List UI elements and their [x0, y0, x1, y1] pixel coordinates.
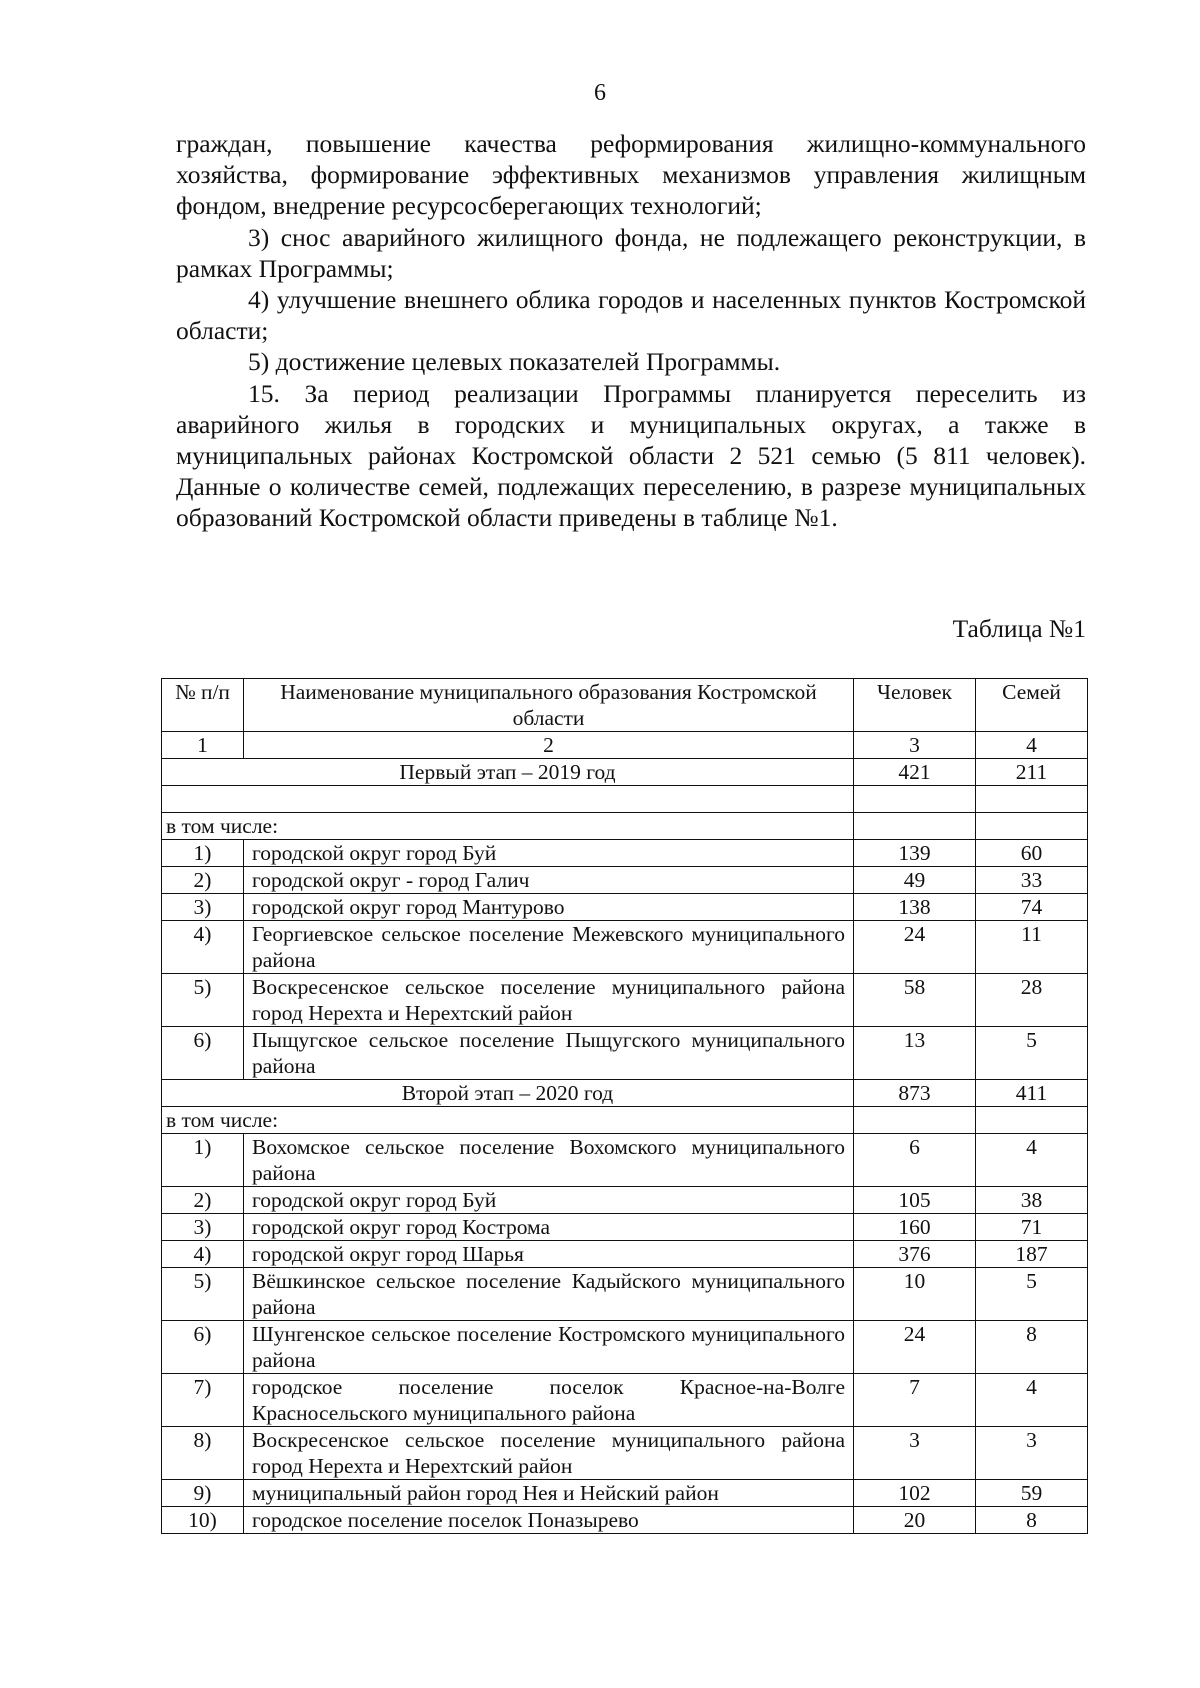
table-row — [162, 974, 1088, 1027]
row-families: 38 — [976, 1187, 1088, 1214]
row-families: 187 — [976, 1241, 1088, 1268]
stage-families: 411 — [976, 1080, 1088, 1107]
row-families: 3 — [976, 1427, 1088, 1480]
col-number: 1 — [162, 732, 244, 759]
row-families: 5 — [976, 1027, 1088, 1080]
row-families: 33 — [976, 867, 1088, 894]
table-caption: Таблица №1 — [952, 614, 1086, 643]
row-families: 5 — [976, 1268, 1088, 1321]
row-people: 139 — [854, 840, 976, 867]
stage-people: 421 — [854, 759, 976, 786]
body-text — [176, 128, 1086, 534]
blank-cell — [976, 1107, 1088, 1134]
row-people: 7 — [854, 1374, 976, 1427]
row-num: 4) — [162, 921, 244, 974]
row-name: Георгиевское сельское поселение Межевского муниципального района — [244, 921, 854, 974]
table-row — [162, 1480, 1088, 1507]
stage-families: 211 — [976, 759, 1088, 786]
row-num: 8) — [162, 1427, 244, 1480]
row-people: 24 — [854, 921, 976, 974]
table-row — [162, 894, 1088, 921]
row-name: городское поселение поселок Поназырево — [244, 1507, 854, 1534]
row-num: 2) — [162, 867, 244, 894]
including-label: в том числе: — [162, 1107, 854, 1134]
row-people: 138 — [854, 894, 976, 921]
stage-label: Первый этап – 2019 год — [162, 759, 854, 786]
row-people: 6 — [854, 1134, 976, 1187]
col-number: 4 — [976, 732, 1088, 759]
row-name: муниципальный район город Нея и Нейский район — [244, 1480, 854, 1507]
table-row — [162, 1268, 1088, 1321]
row-num: 9) — [162, 1480, 244, 1507]
row-num: 10) — [162, 1507, 244, 1534]
row-families: 74 — [976, 894, 1088, 921]
row-people: 24 — [854, 1321, 976, 1374]
including-row — [162, 813, 1088, 840]
table-row — [162, 1134, 1088, 1187]
row-name: городской округ город Мантурово — [244, 894, 854, 921]
table-header-row — [162, 679, 1088, 732]
row-families: 4 — [976, 1374, 1088, 1427]
row-num: 1) — [162, 1134, 244, 1187]
blank-cell — [162, 786, 854, 813]
row-people: 13 — [854, 1027, 976, 1080]
table-row — [162, 867, 1088, 894]
header-people: Человек — [854, 679, 976, 732]
row-name: Пыщугское сельское поселение Пыщугского муниципального района — [244, 1027, 854, 1080]
including-row — [162, 1107, 1088, 1134]
column-number-row — [162, 732, 1088, 759]
blank-cell — [854, 813, 976, 840]
blank-cell — [854, 1107, 976, 1134]
paragraph-continuation: граждан, повышение качества реформирования жилищно-коммунального хозяйства, формирование эффективных механизмов управления жилищным фондом, внедрение ресурсосберегающих технологий; — [176, 129, 1086, 221]
header-num: № п/п — [162, 679, 244, 732]
row-name: городское поселение поселок Красное-на-Волге Красносельского муниципального района — [244, 1374, 854, 1427]
row-families: 8 — [976, 1507, 1088, 1534]
row-people: 58 — [854, 974, 976, 1027]
row-people: 49 — [854, 867, 976, 894]
row-num: 3) — [162, 1214, 244, 1241]
stage-label: Второй этап – 2020 год — [162, 1080, 854, 1107]
paragraph-item-5: 5) достижение целевых показателей Программы. — [248, 347, 781, 377]
row-name: Вохомское сельское поселение Вохомского муниципального района — [244, 1134, 854, 1187]
col-number: 3 — [854, 732, 976, 759]
row-num: 1) — [162, 840, 244, 867]
table-row — [162, 1241, 1088, 1268]
row-name: городской округ - город Галич — [244, 867, 854, 894]
row-families: 11 — [976, 921, 1088, 974]
row-people: 3 — [854, 1427, 976, 1480]
row-num: 3) — [162, 894, 244, 921]
row-name: городской округ город Буй — [244, 840, 854, 867]
row-num: 7) — [162, 1374, 244, 1427]
table-row — [162, 840, 1088, 867]
table-row — [162, 1027, 1088, 1080]
stage1-total-row — [162, 759, 1088, 786]
row-people: 105 — [854, 1187, 976, 1214]
row-name: Воскресенское сельское поселение муниципального района город Нерехта и Нерехтский район — [244, 1427, 854, 1480]
row-name: городской округ город Буй — [244, 1187, 854, 1214]
row-people: 102 — [854, 1480, 976, 1507]
table-row — [162, 1507, 1088, 1534]
row-num: 5) — [162, 1268, 244, 1321]
table-row — [162, 1187, 1088, 1214]
row-num: 5) — [162, 974, 244, 1027]
blank-cell — [854, 786, 976, 813]
including-label: в том числе: — [162, 813, 854, 840]
table-row — [162, 1427, 1088, 1480]
row-families: 4 — [976, 1134, 1088, 1187]
row-name: Шунгенское сельское поселение Костромского муниципального района — [244, 1321, 854, 1374]
row-people: 10 — [854, 1268, 976, 1321]
blank-row — [162, 786, 1088, 813]
stage-people: 873 — [854, 1080, 976, 1107]
paragraph-item-4: 4) улучшение внешнего облика городов и населенных пунктов Костромской области; — [176, 285, 1086, 346]
row-people: 160 — [854, 1214, 976, 1241]
resettlement-table — [161, 678, 1088, 1534]
paragraph-15: 15. За период реализации Программы планируется переселить из аварийного жилья в городских и муниципальных округах, а также в муниципальных районах Костромской области 2 521 семью (5 811 человек). Данные о количестве семей, подлежащих переселению, в разрезе муниципальных образований Костромской области приведены в таблице №1. — [176, 378, 1086, 533]
header-name: Наименование муниципального образования Костромской области — [244, 679, 854, 732]
table-row — [162, 1214, 1088, 1241]
stage2-total-row — [162, 1080, 1088, 1107]
row-num: 6) — [162, 1321, 244, 1374]
row-families: 59 — [976, 1480, 1088, 1507]
row-name: городской округ город Кострома — [244, 1214, 854, 1241]
page-number: 6 — [594, 80, 606, 106]
table-row — [162, 1321, 1088, 1374]
row-name: Воскресенское сельское поселение муниципального района город Нерехта и Нерехтский район — [244, 974, 854, 1027]
table-row — [162, 1374, 1088, 1427]
blank-cell — [976, 786, 1088, 813]
table-row — [162, 921, 1088, 974]
row-families: 71 — [976, 1214, 1088, 1241]
row-name: Вёшкинское сельское поселение Кадыйского муниципального района — [244, 1268, 854, 1321]
blank-cell — [976, 813, 1088, 840]
row-families: 8 — [976, 1321, 1088, 1374]
paragraph-item-3: 3) снос аварийного жилищного фонда, не подлежащего реконструкции, в рамках Программы; — [176, 222, 1086, 283]
row-num: 4) — [162, 1241, 244, 1268]
row-people: 20 — [854, 1507, 976, 1534]
row-num: 6) — [162, 1027, 244, 1080]
header-families: Семей — [976, 679, 1088, 732]
row-families: 60 — [976, 840, 1088, 867]
row-families: 28 — [976, 974, 1088, 1027]
row-num: 2) — [162, 1187, 244, 1214]
row-people: 376 — [854, 1241, 976, 1268]
row-name: городской округ город Шарья — [244, 1241, 854, 1268]
col-number: 2 — [244, 732, 854, 759]
